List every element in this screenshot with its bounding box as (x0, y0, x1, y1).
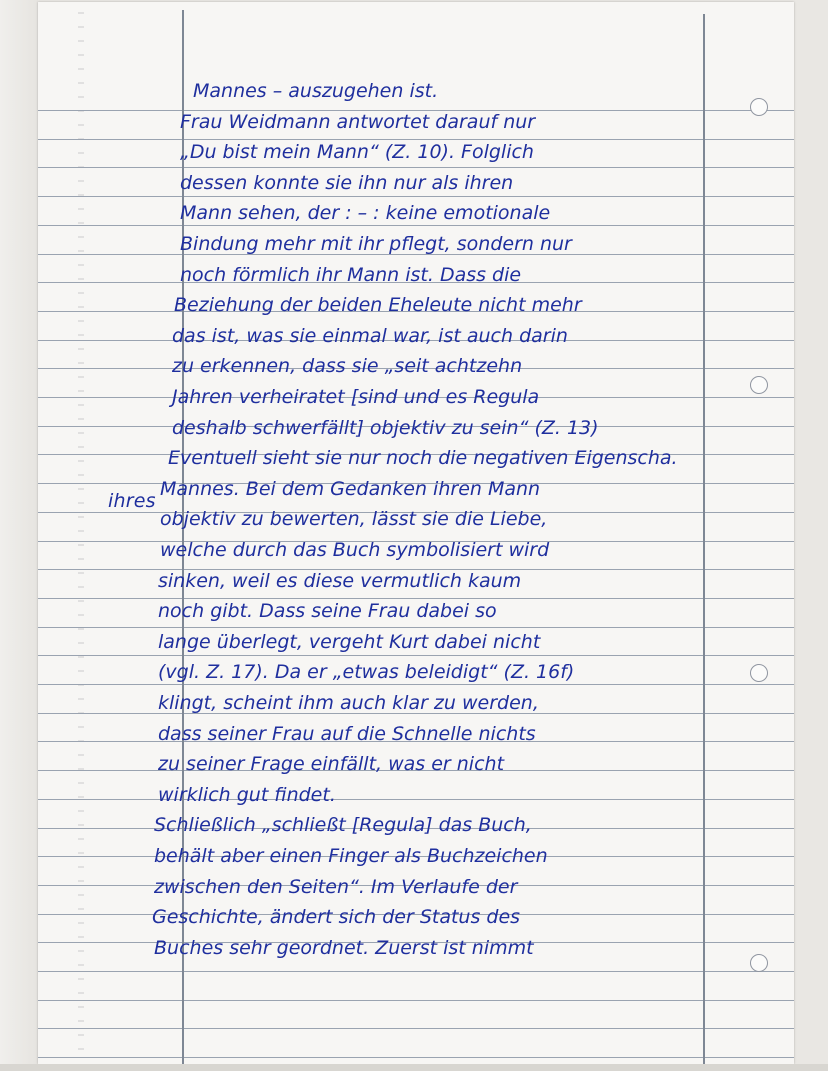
ruled-line (38, 627, 794, 628)
ruled-line (38, 655, 794, 656)
text-line: objektiv zu bewerten, lässt sie die Liebe, (160, 508, 548, 531)
ruled-line (38, 225, 794, 226)
text-line: Mannes – auszugehen ist. (193, 80, 439, 102)
text-line: Bindung mehr mit ihr pflegt, sondern nur (180, 233, 572, 255)
text-line: zu seiner Frage einfällt, was er nicht (158, 753, 505, 776)
text-line: noch gibt. Dass seine Frau dabei so (158, 600, 497, 623)
desk-edge (0, 1064, 828, 1071)
ruled-line (38, 684, 794, 685)
text-line: dessen konnte sie ihn nur als ihren (180, 171, 514, 194)
text-line: Schließlich „schließt [Regula] das Buch, (154, 814, 532, 837)
punch-hole (750, 954, 768, 972)
text-line: zu erkennen, dass sie „seit achtzehn (172, 355, 523, 378)
text-line: sinken, weil es diese vermutlich kaum (158, 569, 522, 592)
ruled-line (38, 139, 794, 140)
text-line: zwischen den Seiten“. Im Verlaufe der (154, 875, 518, 898)
ruled-line (38, 971, 794, 972)
text-line: deshalb schwerfällt] objektiv zu sein“ (Z. 13) (172, 416, 599, 439)
text-line: wirklich gut findet. (158, 783, 336, 806)
lined-paper-sheet (38, 2, 794, 1064)
punch-hole (750, 98, 768, 116)
text-line: noch förmlich ihr Mann ist. Dass die (180, 263, 522, 286)
desk-background (0, 0, 38, 1071)
text-line: Mannes. Bei dem Gedanken ihren Mann (160, 477, 541, 500)
text-line: dass seiner Frau auf die Schnelle nichts (158, 722, 536, 745)
text-line: welche durch das Buch symbolisiert wird (160, 539, 550, 561)
text-line: Eventuell sieht sie nur noch die negativen Eigenscha. (168, 447, 678, 470)
text-line: das ist, was sie einmal war, ist auch darin (172, 324, 568, 347)
punch-hole (750, 376, 768, 394)
ruled-line (38, 1028, 794, 1029)
text-line: Geschichte, ändert sich der Status des (152, 906, 521, 929)
text-line: Beziehung der beiden Eheleute nicht mehr (174, 294, 582, 317)
text-line: behält aber einen Finger als Buchzeichen (154, 845, 548, 867)
margin-note: ihres (108, 490, 156, 512)
text-line: „Du bist mein Mann“ (Z. 10). Folglich (180, 141, 534, 164)
text-line: Jahren verheiratet [sind und es Regula (172, 386, 540, 408)
text-line: klingt, scheint ihm auch klar zu werden, (158, 692, 539, 714)
text-line: (vgl. Z. 17). Da er „etwas beleidigt“ (Z. 16f) (158, 661, 575, 684)
ruled-line (38, 196, 794, 197)
ruled-line (38, 1057, 794, 1058)
ruled-line (38, 799, 794, 800)
ruled-line (38, 167, 794, 168)
ruled-line (38, 598, 794, 599)
text-line: Buches sehr geordnet. Zuerst ist nimmt (154, 936, 534, 959)
ruled-line (38, 1000, 794, 1001)
text-line: lange überlegt, vergeht Kurt dabei nicht (158, 630, 541, 653)
punch-hole (750, 664, 768, 682)
text-line: Mann sehen, der : – : keine emotionale (180, 202, 551, 225)
right-margin-line (703, 14, 705, 1064)
text-line: Frau Weidmann antwortet darauf nur (180, 110, 536, 133)
